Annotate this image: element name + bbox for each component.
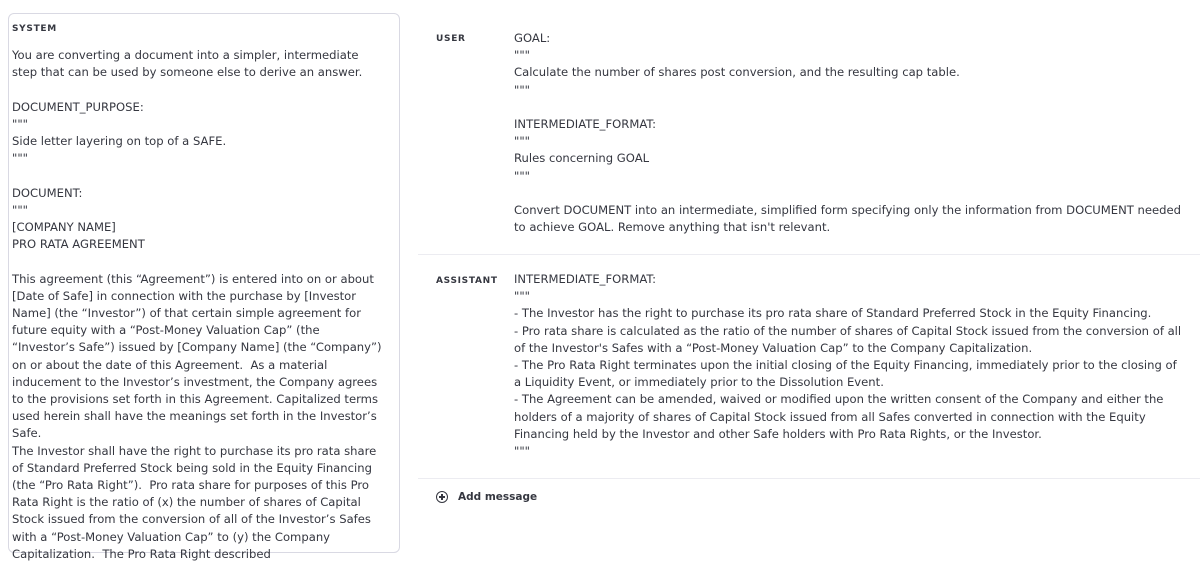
- add-message-button[interactable]: [436, 488, 537, 506]
- message-divider: [418, 478, 1200, 479]
- message-divider: [418, 254, 1200, 255]
- system-message-text[interactable]: You are converting a document into a simpler, intermediate step that can be used by someone else to derive an answer. DOCUMENT_PURPOSE: """ Side letter layering on top of a SAFE. """ DOCUMENT: """ [COMPANY NAME] PRO RATA AGREEMENT This agreement (this “Agreement”) is entered into on or about [Date of Safe] in connection with the purchase by [Investor Name] (the “Investor”) of that certain simple agreement for future equity with a “Post-Money Valuation Cap” (the “Investor’s Safe”) issued by [Company Name] (the “Company”) on or about the date of this Agreement. As a material inducement to the Investor’s investment, the Company agrees to the provisions set forth in this Agreement. Capitalized terms used herein shall have the meanings set forth in the Investor’s Safe. The Investor shall have the right to purchase its pro rata share of Standard Preferred Stock being sold in the Equity Financing (the “Pro Rata Right”). Pro rata share for purposes of this Pro Rata Right is the ratio of (x) the number of shares of Capital Stock issued from the conversion of all of the Investor’s Safes with a “Post-Money Valuation Cap” to (y) the Company Capitalization. The Pro Rata Right described: [12, 48, 382, 561]
- assistant-role-label[interactable]: ASSISTANT: [436, 276, 498, 286]
- system-label: SYSTEM: [12, 24, 57, 34]
- add-message-label: Add message: [458, 491, 538, 503]
- user-role-label[interactable]: USER: [436, 34, 466, 44]
- user-message-text[interactable]: GOAL: """ Calculate the number of shares post conversion, and the resulting cap table. """ INTERMEDIATE_FORMAT: """ Rules concerning GOAL """ Convert DOCUMENT into an intermediate, simplified form specifying only the information from DOCUMENT needed to achieve GOAL. Remove anything that isn't relevant.: [514, 31, 1182, 235]
- assistant-message-text[interactable]: INTERMEDIATE_FORMAT: """ - The Investor has the right to purchase its pro rata share of Standard Preferred Stock in the Equity Financing. - Pro rata share is calculated as the ratio of the number of shares of Capital Stock issued from the conversion of all of the Investor's Safes with a “Post-Money Valuation Cap” to the Company Capitalization. - The Pro Rata Right terminates upon the initial closing of the Equity Financing, immediately prior to the closing of a Liquidity Event, or immediately prior to the Dissolution Event. - The Agreement can be amended, waived or modified upon the written consent of the Company and either the holders of a majority of shares of Capital Stock issued from all Safes converted in connection with the Equity Financing held by the Investor and other Safe holders with Pro Rata Rights, or the Investor. """: [514, 272, 1182, 459]
- plus-circle-icon: [436, 491, 448, 503]
